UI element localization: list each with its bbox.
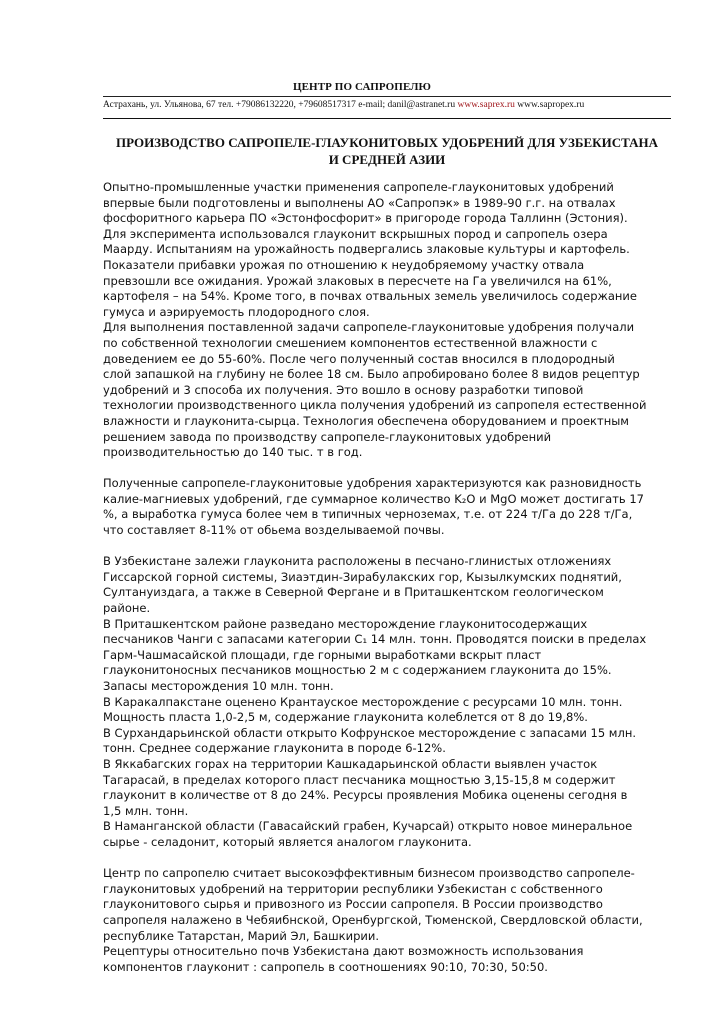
- body-text-line: Гарм-Чашмасайской площади, где горными выработками вскрыт пласт: [103, 647, 542, 662]
- body-text-line: технологии производственного цикла получения удобрений из сапропеля естественной: [103, 398, 647, 413]
- body-text-line: глауконитоносных песчаников мощностью 2 м с содержанием глауконита до 15%.: [103, 663, 612, 678]
- document-title: [103, 134, 671, 168]
- body-text-line: Мощность пласта 1,0-2,5 м, содержание глауконита колеблется от 8 до 19,8%.: [103, 710, 588, 725]
- body-text-line: влажности и глауконита-сырца. Технология обеспечена оборудованием и проектным: [103, 413, 629, 428]
- body-text-line: республике Татарстан, Марий Эл, Башкирии.: [103, 928, 379, 943]
- body-text-line: Гиссарской горной системы, Зиаэтдин-Зирабулакских гор, Кызылкумских поднятий,: [103, 569, 622, 584]
- body-text-line: В Узбекистане залежи глауконита расположены в песчано-глинистых отложениях: [103, 554, 612, 569]
- body-text-line: Центр по сапропелю считает высокоэффективным бизнесом производство сапропеле-: [103, 866, 635, 881]
- body-text-line: впервые были подготовлены и выполнены АО «Сапропэк» в 1989-90 г.г. на отвалах: [103, 195, 616, 210]
- body-text-line: фосфоритного карьера ПО «Эстонфосфорит» в пригороде города Таллинн (Эстония).: [103, 211, 628, 226]
- body-text-line: Для эксперимента использовался глауконит вскрышных пород и сапропель озера: [103, 226, 608, 241]
- paragraph-gap: [103, 539, 681, 555]
- body-text-line: глауконитовых удобрений на территории республики Узбекистан с собственного: [103, 881, 603, 896]
- contact-line: [103, 100, 683, 110]
- body-text-line: превзошли все ожидания. Урожай злаковых в пересчете на Га увеличился на 61%,: [103, 273, 612, 288]
- body-text-line: сырье - селадонит, который является аналогом глауконита.: [103, 834, 472, 849]
- paragraph-gap: [103, 851, 681, 867]
- body-text-line: Рецептуры относительно почв Узбекистана дают возможность использования: [103, 944, 584, 959]
- body-text-line: Запасы месторождения 10 млн. тонн.: [103, 679, 334, 693]
- body-text-line: Показатели прибавки урожая по отношению к неудобряемому участку отвала: [103, 257, 585, 272]
- body-text-line: производительностью до 140 тыс. т в год.: [103, 445, 363, 460]
- website-link-saprex[interactable]: www.saprex.ru: [457, 100, 515, 110]
- contact-text: Астрахань, ул. Ульянова, 67 тел. +79086132220, +79608517317 e-mail; danil@astranet.ru: [103, 100, 458, 110]
- body-text-line: %, а выработка гумуса более чем в типичных черноземах, т.е. от 224 т/Га до 228 т/Га,: [103, 507, 633, 522]
- body-text-line: Для выполнения поставленной задачи сапропеле-глауконитовые удобрения получали: [103, 320, 635, 335]
- body-text-line: В Приташкентском районе разведано месторождение глауконитосодержащих: [103, 616, 588, 631]
- body-text-line: В Яккабагских горах на территории Кашкадарьинской области выявлен участок: [103, 756, 598, 771]
- body-text-line: доведением ее до 55-60%. После чего полученный состав вносился в плодородный: [103, 351, 615, 366]
- body-text-line: песчаников Чанги с запасами категории C₁ 14 млн. тонн. Проводятся поиски в пределах: [103, 632, 647, 647]
- body-text-line: районе.: [103, 601, 151, 616]
- body-text-line: В Наманганской области (Гавасайский грабен, Кучарсай) открыто новое минеральное: [103, 819, 633, 834]
- body-text-line: Тагарасай, в пределах которого пласт песчаника мощностью 3,15-15,8 м содержит: [103, 772, 616, 787]
- body-text-line: глауконит в количестве от 8 до 24%. Ресурсы проявления Мобика оценены сегодня в: [103, 788, 628, 803]
- body-text-line: картофеля – на 54%. Кроме того, в почвах отвальных земель увеличилось содержание: [103, 289, 637, 304]
- body-text-line: 1,5 млн. тонн.: [103, 803, 189, 818]
- body-text-line: компонентов глауконит : сапропель в соотношениях 90:10, 70:30, 50:50.: [103, 959, 548, 974]
- body-text-line: Опытно-промышленные участки применения сапропеле-глауконитовых удобрений: [103, 180, 614, 194]
- document-body: [103, 180, 681, 975]
- body-text-line: слой запашкой на глубину не более 18 см. Было апробировано более 8 видов рецептур: [103, 367, 640, 382]
- document-title-line: ПРОИЗВОДСТВО САПРОПЕЛЕ-ГЛАУКОНИТОВЫХ УДОБРЕНИЙ ДЛЯ УЗБЕКИСТАНА: [115, 135, 658, 150]
- body-text-line: тонн. Среднее содержание глауконита в породе 6-12%.: [103, 741, 446, 756]
- body-text-line: гумуса и аэрируемость плодородного слоя.: [103, 304, 370, 319]
- body-text-line: удобрений и 3 способа их получения. Это вошло в основу разработки типовой: [103, 382, 584, 397]
- body-text-line: В Сурхандарьинской области открыто Кофрунское месторождение с запасами 15 млн.: [103, 725, 636, 740]
- header-title: ЦЕНТР ПО САПРОПЕЛЮ: [292, 81, 432, 93]
- body-text-line: В Каракалпакстане оценено Крантауское месторождение с ресурсами 10 млн. тонн.: [103, 694, 623, 709]
- website-link-sapropex[interactable]: www.sapropex.ru: [514, 100, 585, 110]
- body-text-line: решением завода по производству сапропеле-глауконитовых удобрений: [103, 429, 552, 444]
- header-rule-bottom: [103, 118, 671, 119]
- body-text-line: Маарду. Испытаниям на урожайность подвергались злаковые культуры и картофель.: [103, 242, 630, 257]
- body-text-line: Султануиздага, а также в Северной Фергане и в Приташкентском геологическом: [103, 585, 604, 600]
- body-text-line: что составляет 8-11% от обьема возделываемой почвы.: [103, 523, 445, 538]
- body-text-line: калие-магниевых удобрений, где суммарное количество K₂O и MgO может достигать 17: [103, 491, 644, 506]
- paragraph-gap: [103, 461, 681, 477]
- document-title-line: И СРЕДНЕЙ АЗИИ: [328, 152, 446, 167]
- body-text-line: глауконитового сырья и привозного из России сапропеля. В России производство: [103, 897, 603, 912]
- body-text-line: по собственной технологии смешением компонентов естественной влажности с: [103, 335, 598, 350]
- header-rule-top: [103, 96, 671, 97]
- body-text-line: сапропеля налажено в Чебяибнской, Оренбургской, Тюменской, Свердловской области,: [103, 912, 643, 927]
- body-text-line: Полученные сапропеле-глауконитовые удобрения характеризуются как разновидность: [103, 476, 642, 491]
